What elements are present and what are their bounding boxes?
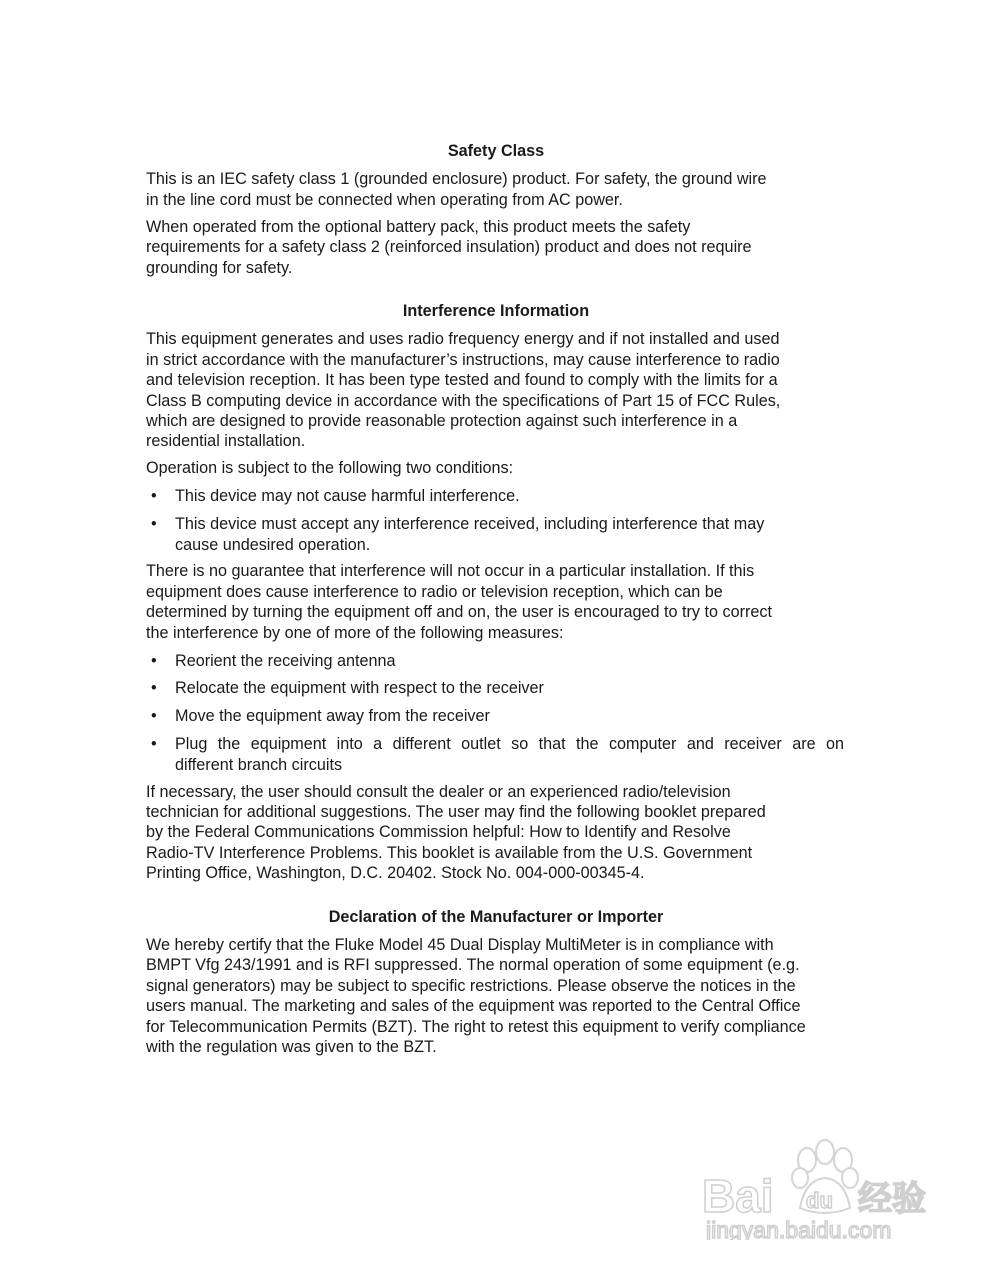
bullet-item bbox=[146, 706, 846, 726]
bullet-item bbox=[146, 486, 846, 506]
text-line: with the regulation was given to the BZT. bbox=[146, 1038, 437, 1057]
text-line: Radio-TV Interference Problems. This booklet is available from the U.S. Government bbox=[146, 843, 753, 862]
text-line: for Telecommunication Permits (BZT). The right to retest this equipment to verify compliance bbox=[146, 1017, 806, 1036]
bullet-icon: • bbox=[151, 735, 157, 754]
paragraph bbox=[146, 935, 846, 1057]
bullet-icon: • bbox=[151, 651, 157, 670]
baidu-jingyan-watermark bbox=[700, 1130, 940, 1240]
section-heading: Declaration of the Manufacturer or Importer bbox=[328, 907, 664, 926]
bullet-icon: • bbox=[151, 707, 157, 726]
text-line: requirements for a safety class 2 (reinforced insulation) product and does not require bbox=[146, 238, 752, 257]
text-line: determined by turning the equipment off and on, the user is encouraged to try to correct bbox=[146, 603, 772, 622]
paragraph bbox=[146, 782, 846, 884]
text-line: There is no guarantee that interference will not occur in a particular installation. If this bbox=[146, 562, 755, 581]
text-line: the interference by one of more of the following measures: bbox=[146, 623, 564, 642]
text-line: This equipment generates and uses radio frequency energy and if not installed and used bbox=[146, 330, 780, 349]
text-line: BMPT Vfg 243/1991 and is RFI suppressed. The normal operation of some equipment (e.g. bbox=[146, 956, 800, 975]
text-line: This is an IEC safety class 1 (grounded enclosure) product. For safety, the ground wire bbox=[146, 170, 767, 189]
baidu-paw-logo-icon bbox=[700, 1130, 940, 1240]
paragraph bbox=[146, 458, 846, 478]
svg-text:经验: 经验 bbox=[858, 1180, 926, 1218]
text-line: grounding for safety. bbox=[146, 258, 293, 277]
text-line: If necessary, the user should consult the dealer or an experienced radio/television bbox=[146, 782, 731, 801]
bullet-item bbox=[146, 678, 846, 698]
text-line: by the Federal Communications Commission helpful: How to Identify and Resolve bbox=[146, 823, 731, 842]
text-line: Move the equipment away from the receiver bbox=[175, 707, 490, 726]
section bbox=[146, 301, 846, 884]
section bbox=[146, 907, 846, 1058]
text-line: in the line cord must be connected when operating from AC power. bbox=[146, 190, 623, 209]
paragraph bbox=[146, 217, 846, 278]
text-line: Reorient the receiving antenna bbox=[175, 651, 396, 670]
text-line: When operated from the optional battery pack, this product meets the safety bbox=[146, 217, 691, 236]
bullet-icon: • bbox=[151, 515, 157, 534]
section-heading: Safety Class bbox=[447, 142, 545, 160]
text-line: residential installation. bbox=[146, 432, 306, 451]
paragraph bbox=[146, 329, 846, 451]
paragraph bbox=[146, 169, 846, 210]
text-line: Relocate the equipment with respect to the receiver bbox=[175, 679, 544, 698]
bullet-icon: • bbox=[151, 487, 157, 506]
section bbox=[146, 141, 846, 278]
text-line: Operation is subject to the following two conditions: bbox=[146, 459, 514, 478]
text-line: We hereby certify that the Fluke Model 45 Dual Display MultiMeter is in compliance with bbox=[146, 936, 774, 954]
document-page bbox=[146, 141, 846, 1080]
text-line: This device may not cause harmful interference. bbox=[175, 487, 520, 506]
bullet-item bbox=[146, 651, 846, 671]
text-line: cause undesired operation. bbox=[175, 535, 371, 554]
text-line: which are designed to provide reasonable protection against such interference in a bbox=[146, 411, 738, 430]
svg-text:du: du bbox=[806, 1188, 833, 1213]
text-line: This device must accept any interference received, including interference that may bbox=[175, 515, 765, 534]
paragraph bbox=[146, 561, 846, 643]
text-line: Plug the equipment into a different outlet so that the computer and receiver are on bbox=[175, 735, 844, 754]
svg-text:jingyan.baidu.com: jingyan.baidu.com bbox=[706, 1217, 892, 1240]
svg-text:Bai: Bai bbox=[702, 1170, 774, 1222]
text-line: users manual. The marketing and sales of the equipment was reported to the Central Office bbox=[146, 997, 801, 1016]
text-line: Printing Office, Washington, D.C. 20402. Stock No. 004-000-00345-4. bbox=[146, 864, 645, 883]
bullet-icon: • bbox=[151, 679, 157, 698]
text-line: different branch circuits bbox=[175, 755, 343, 774]
bullet-item bbox=[146, 514, 846, 555]
text-line: equipment does cause interference to radio or television reception, which can be bbox=[146, 582, 723, 601]
text-line: technician for additional suggestions. The user may find the following booklet prepared bbox=[146, 802, 766, 821]
section-heading: Interference Information bbox=[402, 301, 590, 320]
bullet-item bbox=[146, 734, 846, 775]
text-line: and television reception. It has been type tested and found to comply with the limits for a bbox=[146, 371, 778, 390]
text-line: Class B computing device in accordance with the specifications of Part 15 of FCC Rules, bbox=[146, 391, 781, 410]
text-line: in strict accordance with the manufacturer’s instructions, may cause interference to radio bbox=[146, 350, 780, 369]
text-line: signal generators) may be subject to specific restrictions. Please observe the notices in the bbox=[146, 976, 796, 995]
